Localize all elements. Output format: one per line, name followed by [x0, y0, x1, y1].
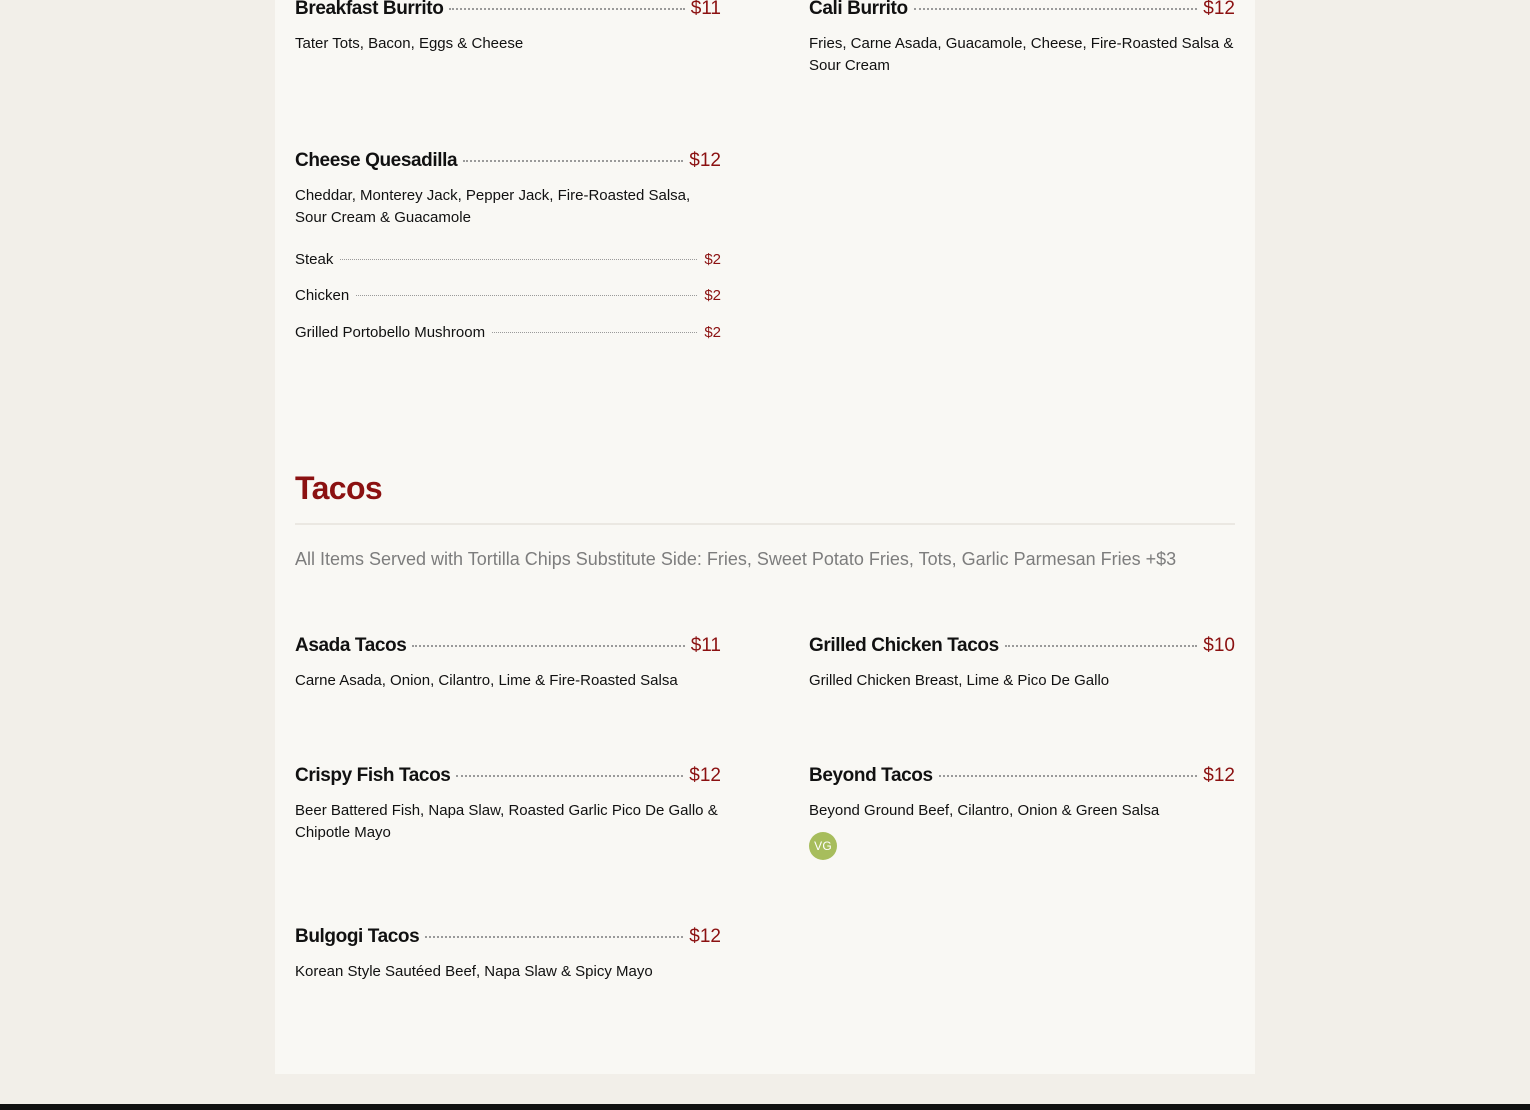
- addon-name: Chicken: [295, 287, 350, 304]
- dot-leader: [356, 295, 697, 296]
- item-price: $11: [690, 635, 721, 656]
- dot-leader: [425, 936, 683, 938]
- addon-price: $2: [704, 251, 721, 268]
- item-price: $12: [1203, 0, 1235, 19]
- vegan-badge: VG: [809, 832, 837, 860]
- item-description: Beer Battered Fish, Napa Slaw, Roasted Garlic Pico De Gallo & Chipotle Mayo: [295, 802, 718, 841]
- item-price: $10: [1203, 635, 1235, 656]
- addon-name: Steak: [295, 251, 334, 268]
- dot-leader: [449, 8, 684, 10]
- item-price: $12: [1203, 765, 1235, 786]
- item-price: $12: [689, 150, 721, 171]
- item-name: Cheese Quesadilla: [295, 150, 458, 171]
- dot-leader: [463, 160, 683, 162]
- menu-item-asada-tacos: [295, 635, 721, 692]
- menu-item-bulgogi-tacos: [295, 926, 721, 983]
- menu-item-beyond-tacos: [809, 765, 1235, 860]
- dot-leader: [939, 775, 1198, 777]
- item-description: Tater Tots, Bacon, Eggs & Cheese: [295, 35, 524, 52]
- item-name: Asada Tacos: [295, 635, 407, 656]
- item-price: $12: [689, 926, 721, 947]
- item-description: Beyond Ground Beef, Cilantro, Onion & Green Salsa: [809, 802, 1160, 819]
- item-description: Fries, Carne Asada, Guacamole, Cheese, Fire-Roasted Salsa & Sour Cream: [809, 35, 1234, 74]
- addon-price: $2: [704, 324, 721, 341]
- menu-item-cheese-quesadilla: [295, 150, 721, 229]
- addon-chicken: [295, 286, 721, 306]
- dot-leader: [1005, 645, 1198, 647]
- section-title-tacos: Tacos: [295, 470, 383, 506]
- item-price: $12: [689, 765, 721, 786]
- menu-item-crispy-fish-tacos: [295, 765, 721, 844]
- menu-item-cali-burrito: [809, 0, 1235, 77]
- item-description: Cheddar, Monterey Jack, Pepper Jack, Fire-Roasted Salsa, Sour Cream & Guacamole: [295, 187, 691, 226]
- item-description: Korean Style Sautéed Beef, Napa Slaw & Spicy Mayo: [295, 963, 653, 980]
- dot-leader: [456, 775, 683, 777]
- menu-item-grilled-chicken-tacos: [809, 635, 1235, 692]
- section-divider: [295, 523, 1235, 525]
- addon-steak: [295, 250, 721, 270]
- item-name: Crispy Fish Tacos: [295, 765, 451, 786]
- addon-name: Grilled Portobello Mushroom: [295, 324, 486, 341]
- item-name: Beyond Tacos: [809, 765, 933, 786]
- item-price: $11: [690, 0, 721, 19]
- item-name: Bulgogi Tacos: [295, 926, 420, 947]
- dot-leader: [914, 8, 1198, 10]
- footer-bar: [0, 1104, 1530, 1110]
- item-name: Grilled Chicken Tacos: [809, 635, 999, 656]
- item-description: Grilled Chicken Breast, Lime & Pico De Gallo: [809, 672, 1110, 689]
- addon-grilled-portobello-mushroom: [295, 323, 721, 343]
- dot-leader: [492, 332, 697, 333]
- dot-leader: [412, 645, 684, 647]
- dot-leader: [340, 259, 697, 260]
- menu-item-breakfast-burrito: [295, 0, 721, 55]
- item-description: Carne Asada, Onion, Cilantro, Lime & Fire-Roasted Salsa: [295, 672, 678, 689]
- item-name: Cali Burrito: [809, 0, 908, 19]
- item-name: Breakfast Burrito: [295, 0, 444, 19]
- section-note: All Items Served with Tortilla Chips Substitute Side: Fries, Sweet Potato Fries, Tots, Garlic Parmesan Fries +$3: [295, 549, 1177, 569]
- addon-price: $2: [704, 287, 721, 304]
